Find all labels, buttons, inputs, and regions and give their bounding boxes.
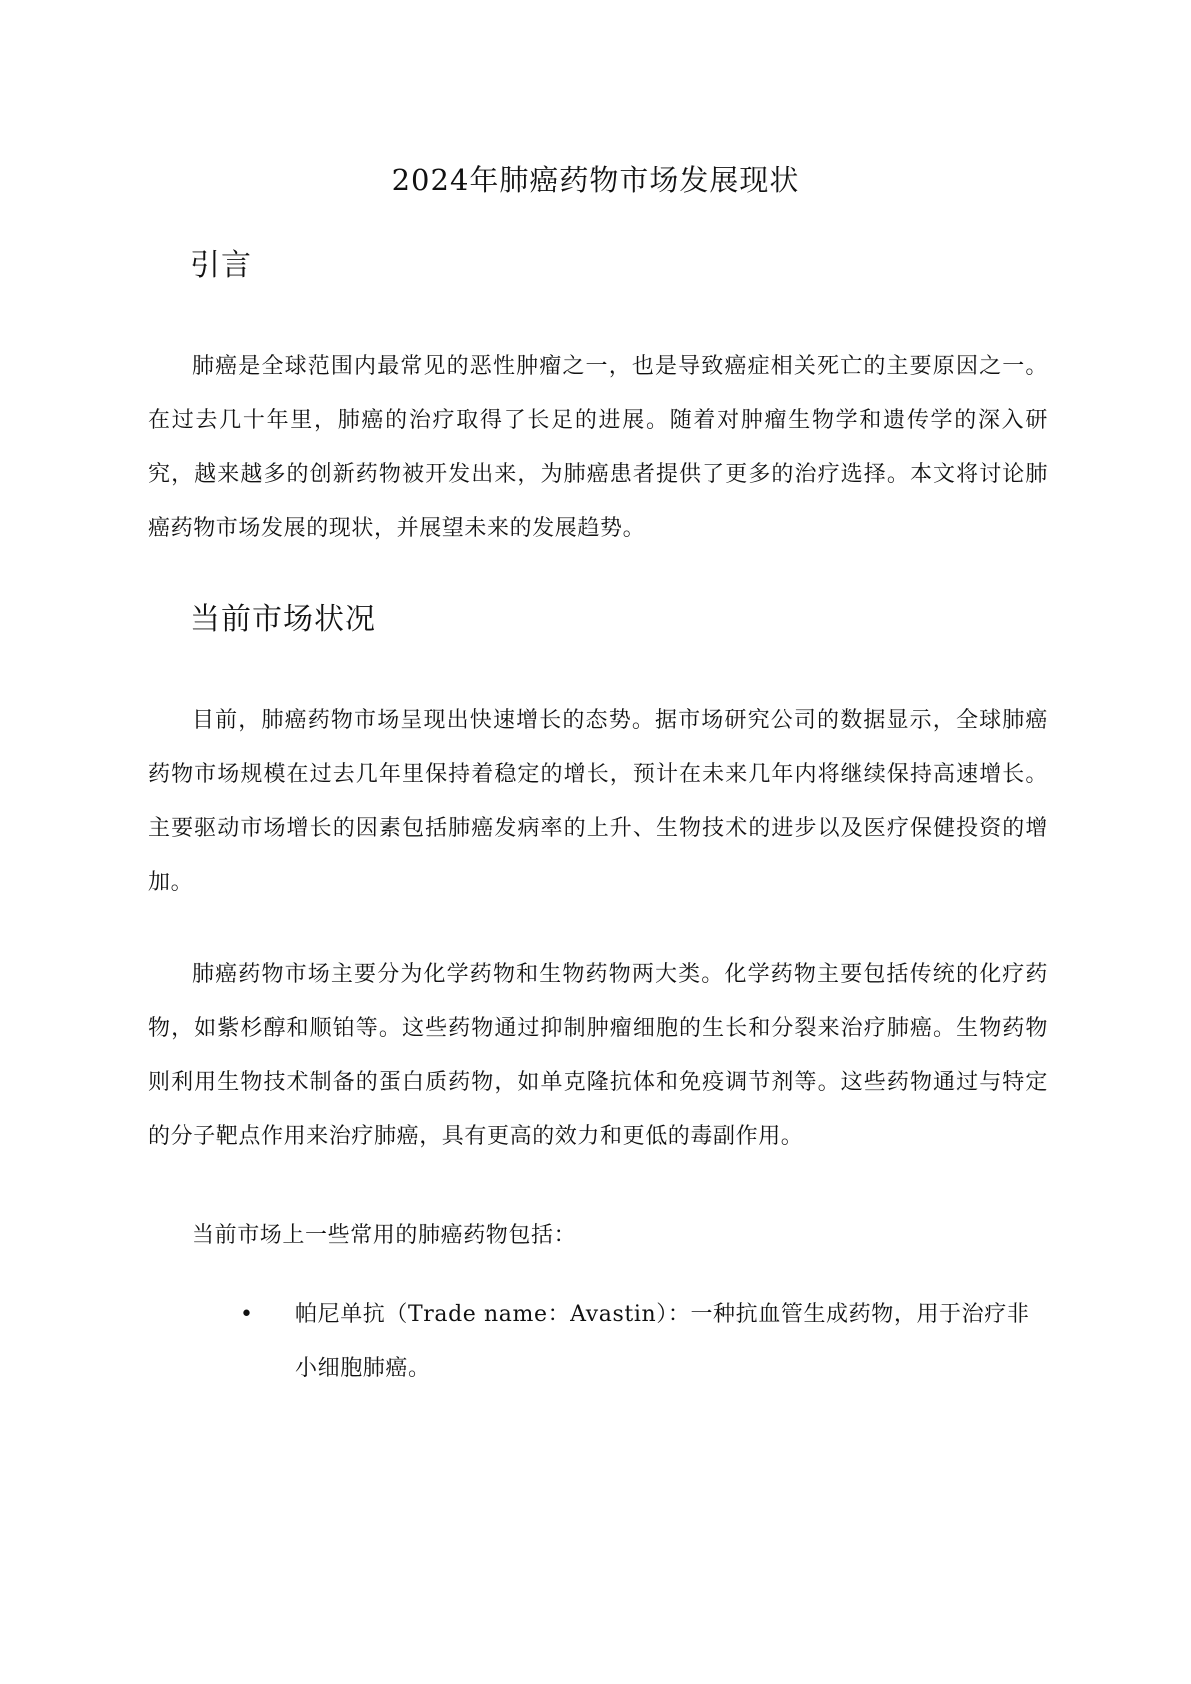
document-title: 2024年肺癌药物市场发展现状: [391, 163, 800, 197]
paragraph-introduction: 肺癌是全球范围内最常见的恶性肿瘤之一，也是导致癌症相关死亡的主要原因之一。在过去几十年里，肺癌的治疗取得了长足的进展。随着对肿瘤生物学和遗传学的深入研究，越来越多的创新药物被开发出来，为肺癌患者提供了更多的治疗选择。本文将讨论肺癌药物市场发展的现状，并展望未来的发展趋势。: [148, 354, 1048, 541]
section-heading-introduction: 引言: [190, 248, 252, 283]
section-heading-market-status: 当前市场状况: [190, 602, 376, 637]
list-item-text: 帕尼单抗（Trade name：Avastin）：一种抗血管生成药物，用于治疗非小细胞肺癌。: [295, 1302, 1030, 1381]
list-item: [200, 1288, 1050, 1396]
paragraph-drug-categories: 肺癌药物市场主要分为化学药物和生物药物两大类。化学药物主要包括传统的化疗药物，如紫杉醇和顺铂等。这些药物通过抑制肿瘤细胞的生长和分裂来治疗肺癌。生物药物则利用生物技术制备的蛋白质药物，如单克隆抗体和免疫调节剂等。这些药物通过与特定的分子靶点作用来治疗肺癌，具有更高的效力和更低的毒副作用。: [148, 962, 1048, 1149]
bullet-icon: •: [240, 1302, 254, 1327]
paragraph-market-growth: 目前，肺癌药物市场呈现出快速增长的态势。据市场研究公司的数据显示，全球肺癌药物市场规模在过去几年里保持着稳定的增长，预计在未来几年内将继续保持高速增长。主要驱动市场增长的因素包括肺癌发病率的上升、生物技术的进步以及医疗保健投资的增加。: [148, 708, 1048, 895]
list-intro: 当前市场上一些常用的肺癌药物包括：: [192, 1223, 577, 1248]
